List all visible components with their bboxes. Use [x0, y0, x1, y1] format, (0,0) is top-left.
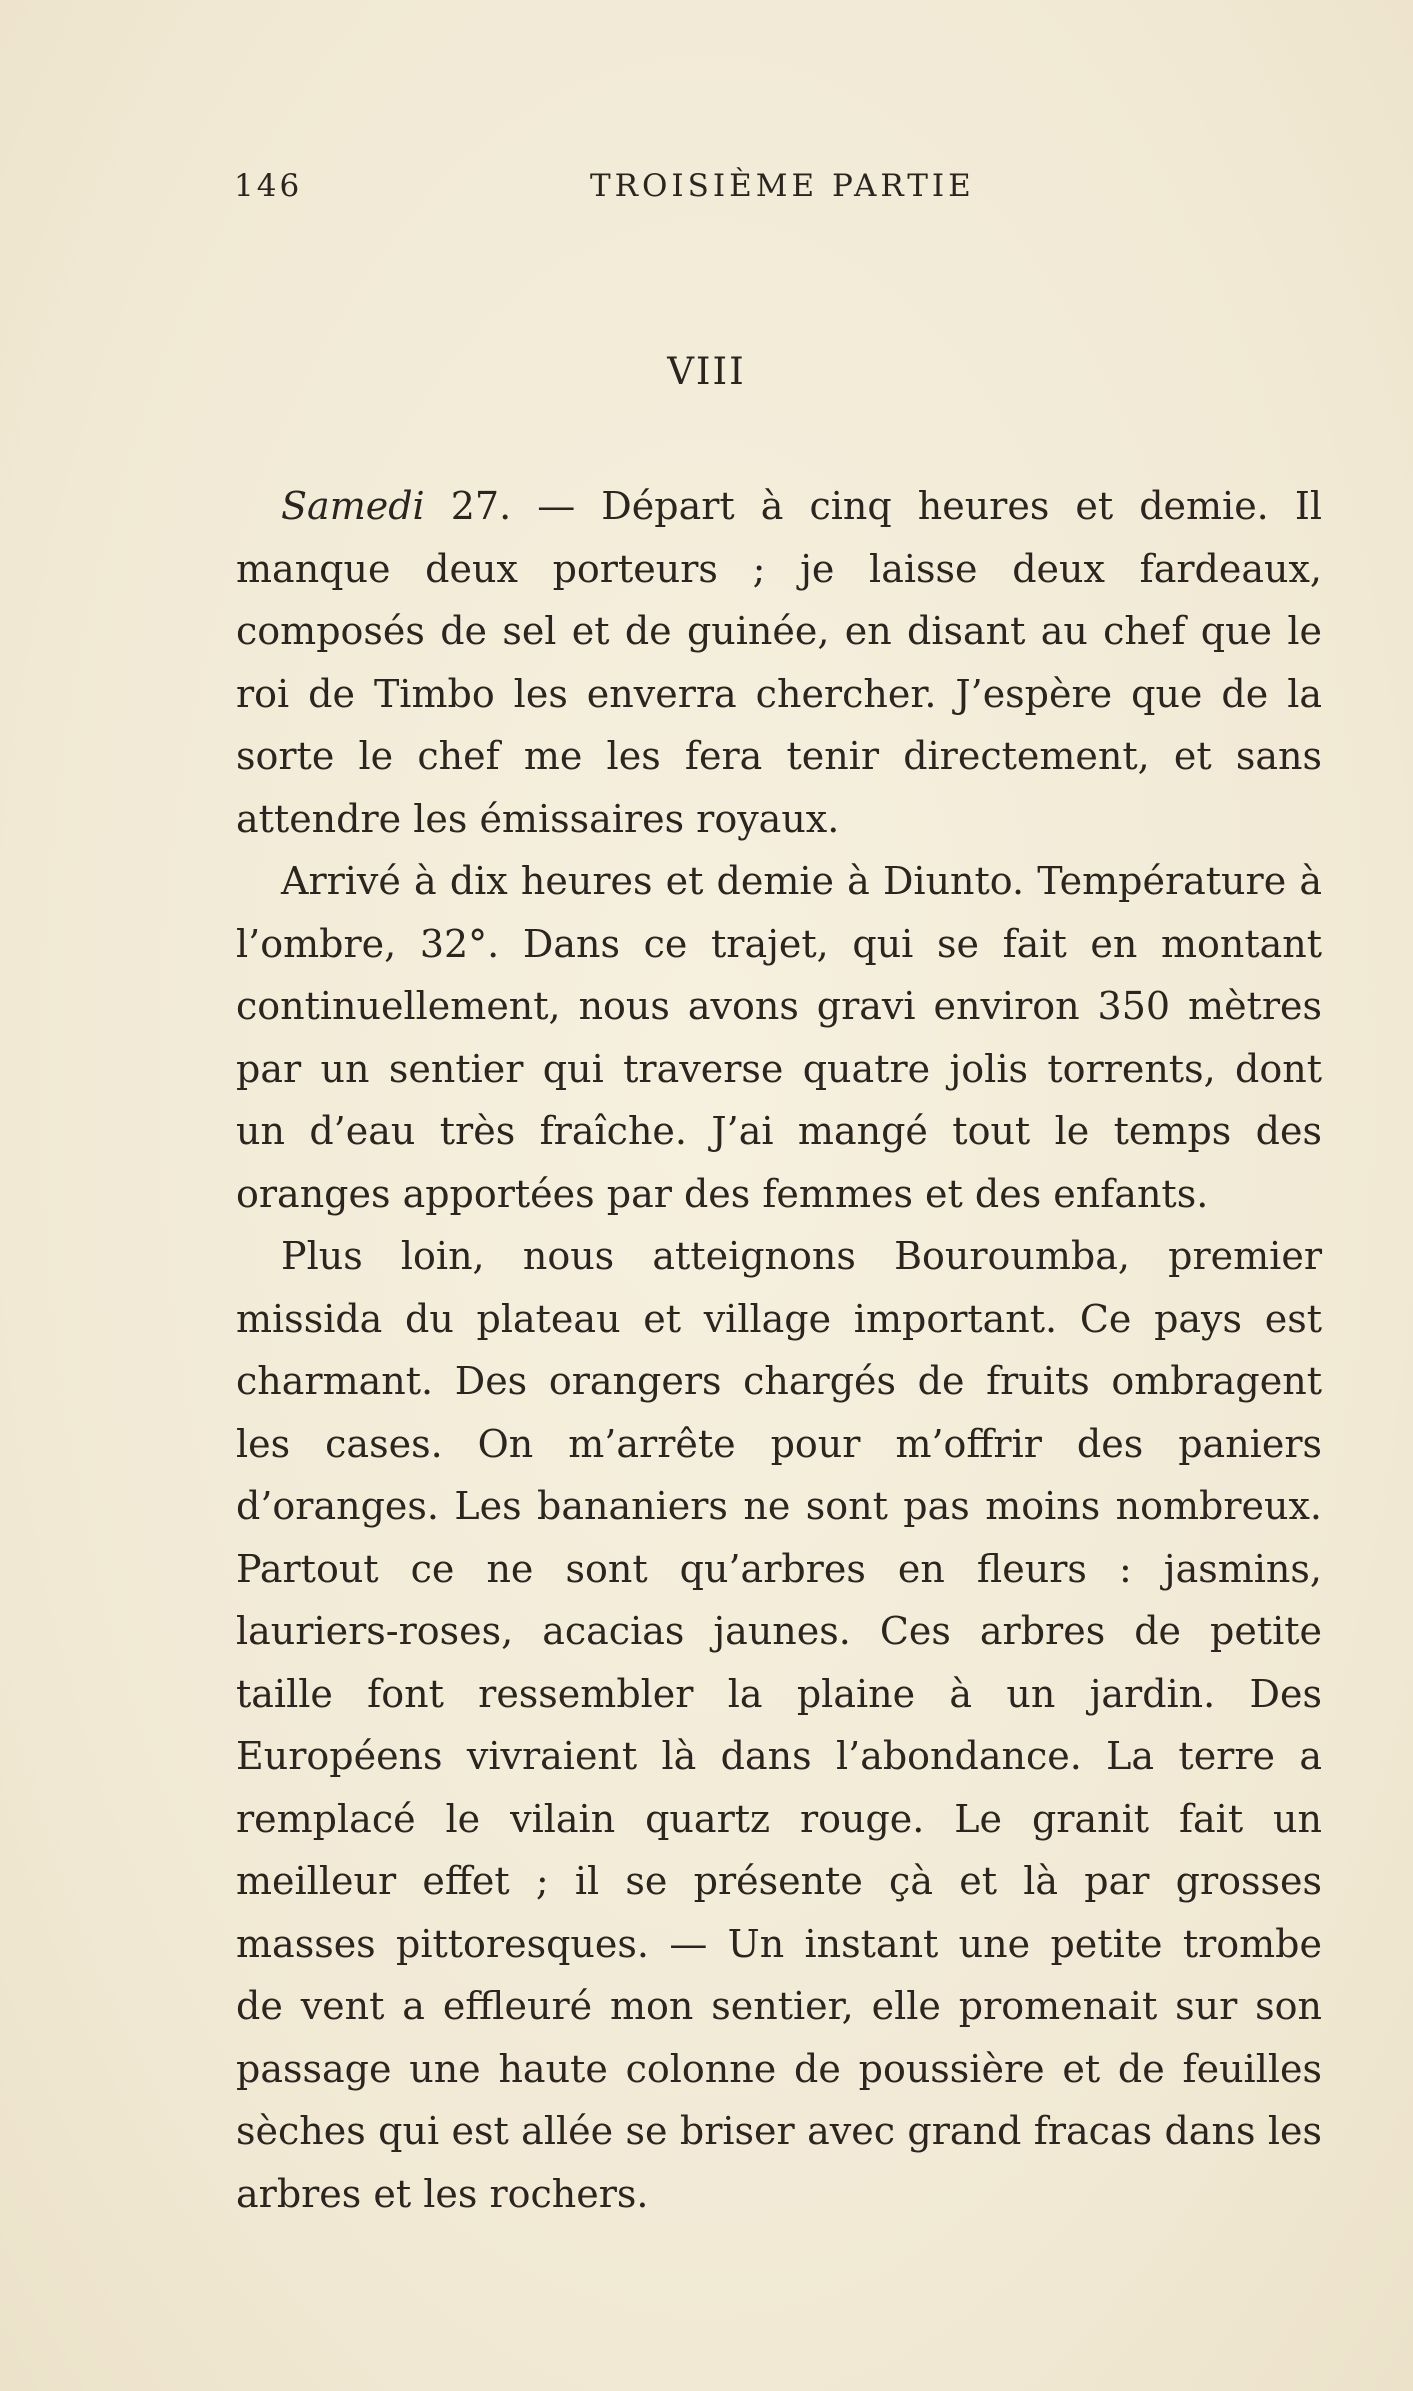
running-title: TROISIÈME PARTIE — [590, 168, 975, 204]
running-head — [234, 168, 1314, 208]
body-text — [236, 475, 1322, 2225]
page-number: 146 — [234, 168, 303, 204]
paragraph-text: 27. — Départ à cinq heures et demie. Il manque deux porteurs ; je laisse deux fardeaux, composés de sel et de guinée, en disant au chef que le roi de Timbo les enverra chercher. J’espère que de la sorte le chef me les fera tenir directement, et sans attendre les émissaires royaux. — [236, 484, 1322, 841]
chapter-number: VIII — [667, 350, 746, 393]
date-label: Samedi — [281, 484, 425, 528]
paragraph: Arrivé à dix heures et demie à Diunto. Température à l’ombre, 32°. Dans ce trajet, qui se fait en montant continuellement, nous avons gravi environ 350 mètres par un sentier qui traverse quatre jolis torrents, dont un d’eau très fraîche. J’ai mangé tout le temps des oranges apportées par des femmes et des enfants. — [236, 859, 1322, 1216]
paragraph — [236, 475, 1322, 850]
paragraph: Plus loin, nous atteignons Bouroumba, premier missida du plateau et village important. Ce pays est charmant. Des orangers chargés de fruits ombragent les cases. On m’arrête pour m’offrir des paniers d’oranges. Les bananiers ne sont pas moins nombreux. Partout ce ne sont qu’arbres en fleurs : jasmins, lauriers-roses, acacias jaunes. Ces arbres de petite taille font ressembler la plaine à un jardin. Des Européens vivraient là dans l’abondance. La terre a remplacé le vilain quartz rouge. Le granit fait un meilleur effet ; il se présente çà et là par grosses masses pittoresques. — Un instant une petite trombe de vent a effleuré mon sentier, elle promenait sur son passage une haute colonne de poussière et de feuilles sèches qui est allée se briser avec grand fracas dans les arbres et les rochers. — [236, 1234, 1322, 2216]
